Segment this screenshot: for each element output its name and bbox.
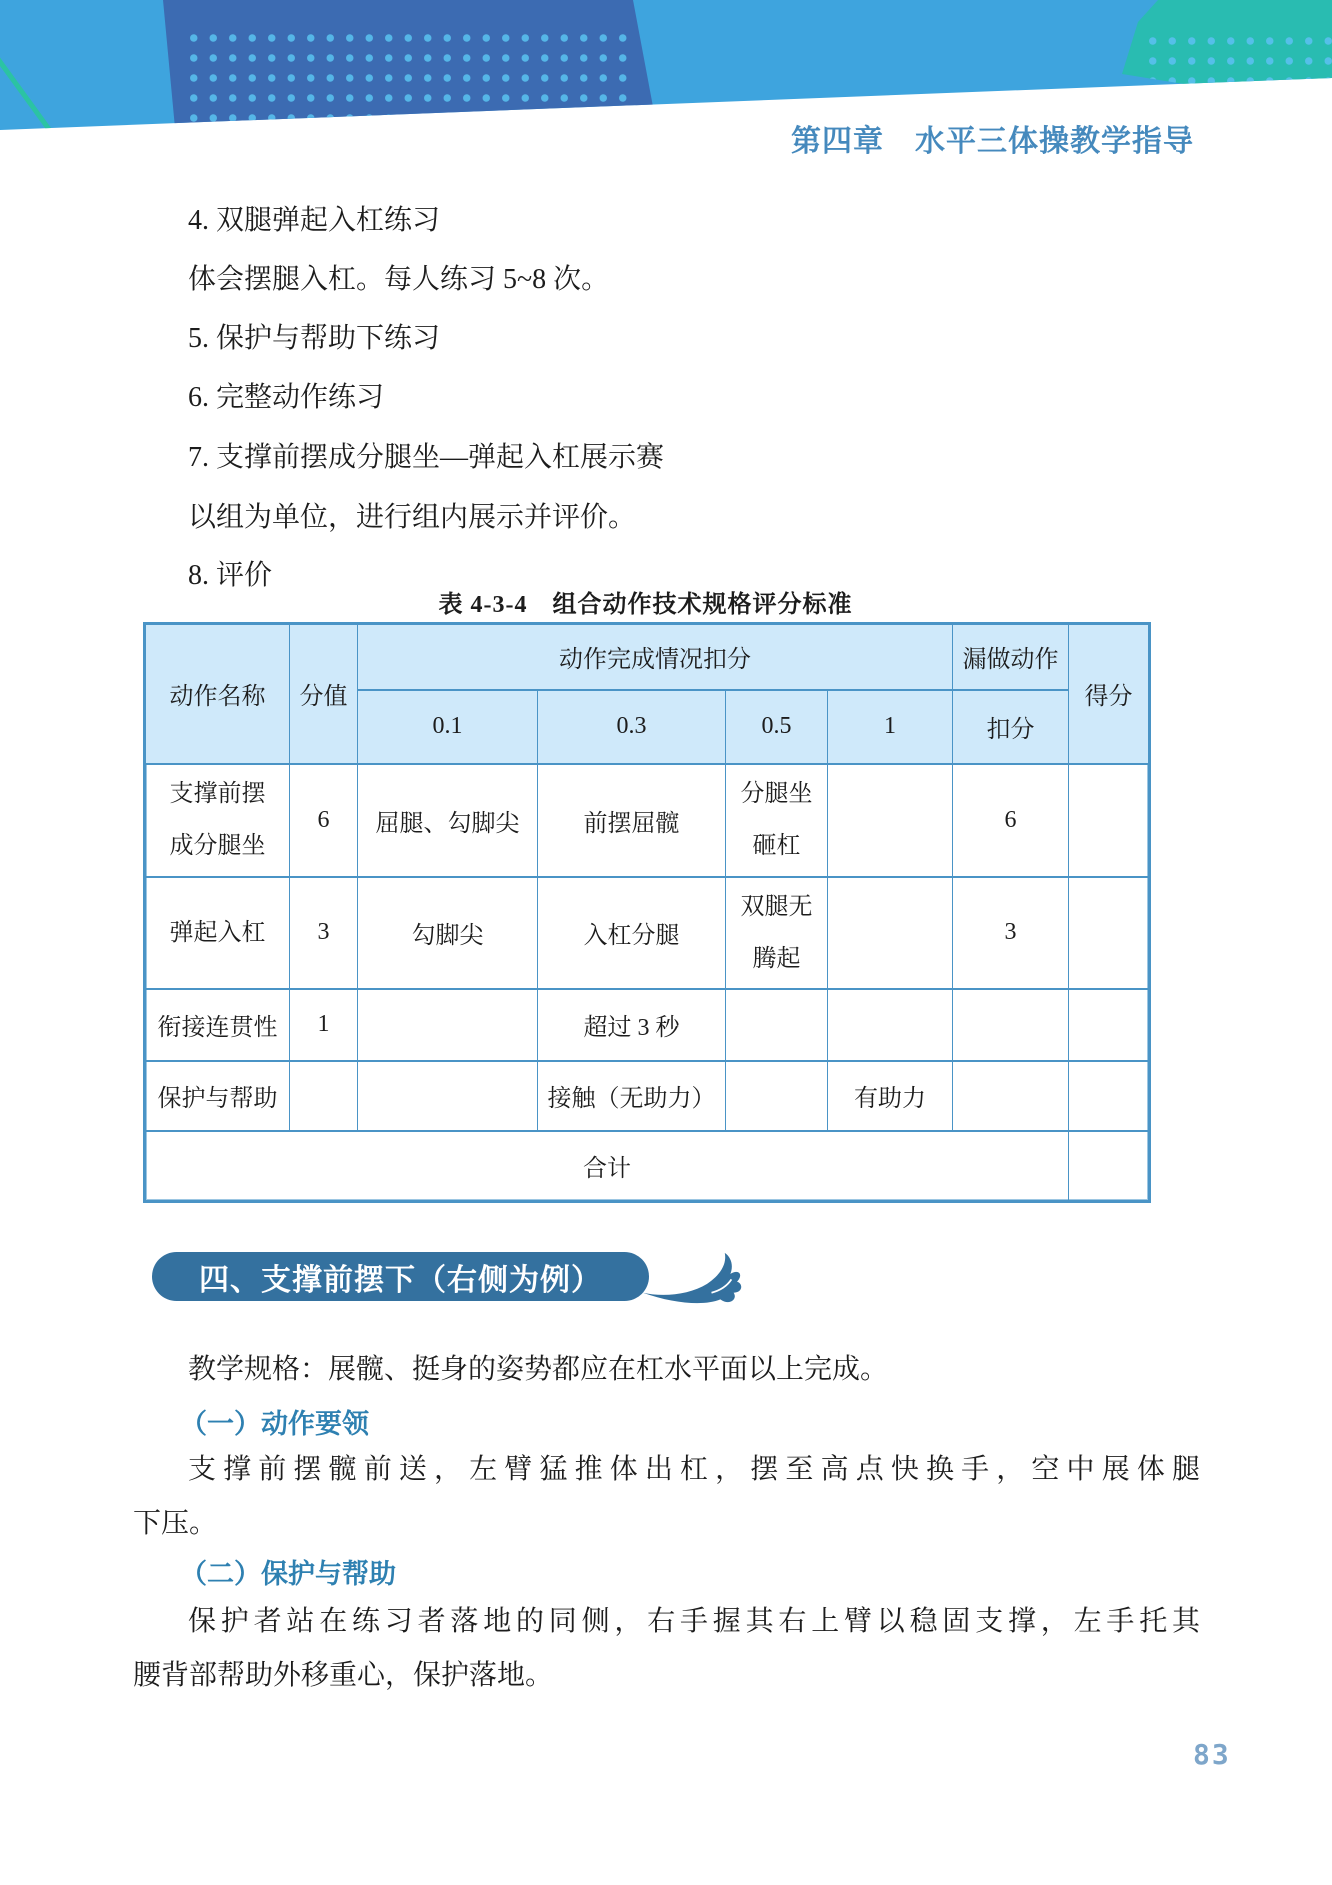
table-row — [145, 1061, 1150, 1131]
table-row — [145, 989, 1150, 1061]
paragraph-item-7: 7. 支撑前摆成分腿坐—弹起入杠展示赛 — [188, 442, 665, 473]
subheading-protection-help: （二）保护与帮助 — [180, 1559, 396, 1589]
cell-action-name — [145, 877, 290, 989]
col-header-1: 1 — [828, 690, 953, 764]
paragraph-text: 体会摆腿入杠。每人练习 5~8 次。 — [188, 264, 610, 295]
cell-deduction-0.5 — [726, 1061, 828, 1131]
cell-action-name — [145, 989, 290, 1061]
dotted-panel-dark-blue — [0, 0, 700, 160]
table-row — [145, 877, 1150, 989]
cell-line: 衔接连贯性 — [157, 1015, 278, 1041]
col-header-0.5: 0.5 — [726, 690, 828, 764]
section-title-pill — [152, 1252, 649, 1301]
cell-deduction-0.5 — [726, 989, 828, 1061]
col-header-missed-action: 漏做动作 — [953, 624, 1069, 690]
cell-deduction-1 — [828, 764, 953, 877]
cell-score — [1069, 989, 1150, 1061]
cell-points — [290, 1061, 358, 1131]
wave-flourish-icon — [638, 1244, 754, 1306]
cell-deduction-0.3: 超过 3 秒 — [538, 989, 726, 1061]
cell-deduction-0.5 — [726, 877, 828, 989]
cell-missed-deduction: 3 — [953, 877, 1069, 989]
paragraph-text: 保护者站在练习者落地的同侧，右手握其右上臂以稳固支撑，左手托其 — [188, 1606, 1200, 1637]
subheading-action-essentials: （一）动作要领 — [180, 1409, 369, 1439]
cell-total-label: 合计 — [145, 1131, 1069, 1202]
paragraph-item-4: 4. 双腿弹起入杠练习 — [188, 205, 441, 236]
cell-deduction-1: 有助力 — [828, 1061, 953, 1131]
col-header-missed-deduction: 扣分 — [953, 690, 1069, 764]
teaching-spec-text: 教学规格：展髋、挺身的姿势都应在杠水平面以上完成。 — [188, 1354, 889, 1385]
chevron-line-icon — [0, 19, 113, 216]
cell-line: 支撑前摆 — [169, 781, 266, 807]
col-header-completion-deduction: 动作完成情况扣分 — [358, 624, 953, 690]
paragraph-text: 支撑前摆髋前送，左臂猛推体出杠，摆至高点快换手，空中展体腿 — [188, 1454, 1200, 1485]
paragraph-item-5: 5. 保护与帮助下练习 — [188, 323, 441, 354]
cell-action-name — [145, 764, 290, 877]
page-number: 83 — [1193, 1738, 1231, 1771]
cell-score — [1069, 1061, 1150, 1131]
cell-line: 双腿无 — [740, 893, 813, 920]
chapter-title: 第四章 水平三体操教学指导 — [791, 125, 1194, 158]
cell-deduction-0.1 — [358, 989, 538, 1061]
col-header-0.1: 0.1 — [358, 690, 538, 764]
cell-line: 保护与帮助 — [157, 1086, 278, 1112]
cell-deduction-0.3: 前摆屈髋 — [538, 764, 726, 877]
cell-line: 弹起入杠 — [169, 919, 266, 946]
cell-points: 3 — [290, 877, 358, 989]
cell-line: 腾起 — [752, 945, 801, 972]
scoring-table — [143, 622, 1151, 1203]
paragraph-text: 下压。 — [133, 1508, 218, 1539]
dot-grid-pattern — [182, 26, 628, 146]
cell-line: 分腿坐 — [740, 781, 813, 807]
cell-action-name — [145, 1061, 290, 1131]
paragraph-text: 腰背部帮助外移重心，保护落地。 — [133, 1660, 554, 1691]
cell-line: 砸杠 — [752, 833, 801, 859]
paragraph-text: 以组为单位，进行组内展示并评价。 — [188, 502, 637, 533]
table-caption: 表 4-3-4 组合动作技术规格评分标准 — [438, 592, 853, 618]
dot-grid-pattern — [1142, 30, 1332, 96]
table-total-row — [145, 1131, 1150, 1202]
col-header-action-name: 动作名称 — [145, 624, 290, 764]
cell-deduction-0.3: 入杠分腿 — [538, 877, 726, 989]
cell-total-score — [1069, 1131, 1150, 1202]
cell-deduction-0.1: 勾脚尖 — [358, 877, 538, 989]
cell-missed-deduction: 6 — [953, 764, 1069, 877]
table-row — [145, 764, 1150, 877]
col-header-points: 分值 — [290, 624, 358, 764]
table-header-row — [145, 624, 1150, 690]
paragraph-item-8: 8. 评价 — [188, 560, 273, 591]
paragraph-item-6: 6. 完整动作练习 — [188, 382, 385, 413]
cell-score — [1069, 877, 1150, 989]
cell-deduction-0.1 — [358, 1061, 538, 1131]
cell-score — [1069, 764, 1150, 877]
section-title: 四、支撑前摆下（右侧为例） — [199, 1263, 602, 1297]
cell-deduction-1 — [828, 877, 953, 989]
cell-missed-deduction — [953, 989, 1069, 1061]
cell-deduction-0.5 — [726, 764, 828, 877]
col-header-score: 得分 — [1069, 624, 1150, 764]
cell-line: 成分腿坐 — [169, 833, 266, 859]
cell-points: 1 — [290, 989, 358, 1061]
cell-missed-deduction — [953, 1061, 1069, 1131]
cell-deduction-0.3: 接触（无助力） — [538, 1061, 726, 1131]
cell-deduction-1 — [828, 989, 953, 1061]
cell-deduction-0.1: 屈腿、勾脚尖 — [358, 764, 538, 877]
col-header-0.3: 0.3 — [538, 690, 726, 764]
cell-points: 6 — [290, 764, 358, 877]
